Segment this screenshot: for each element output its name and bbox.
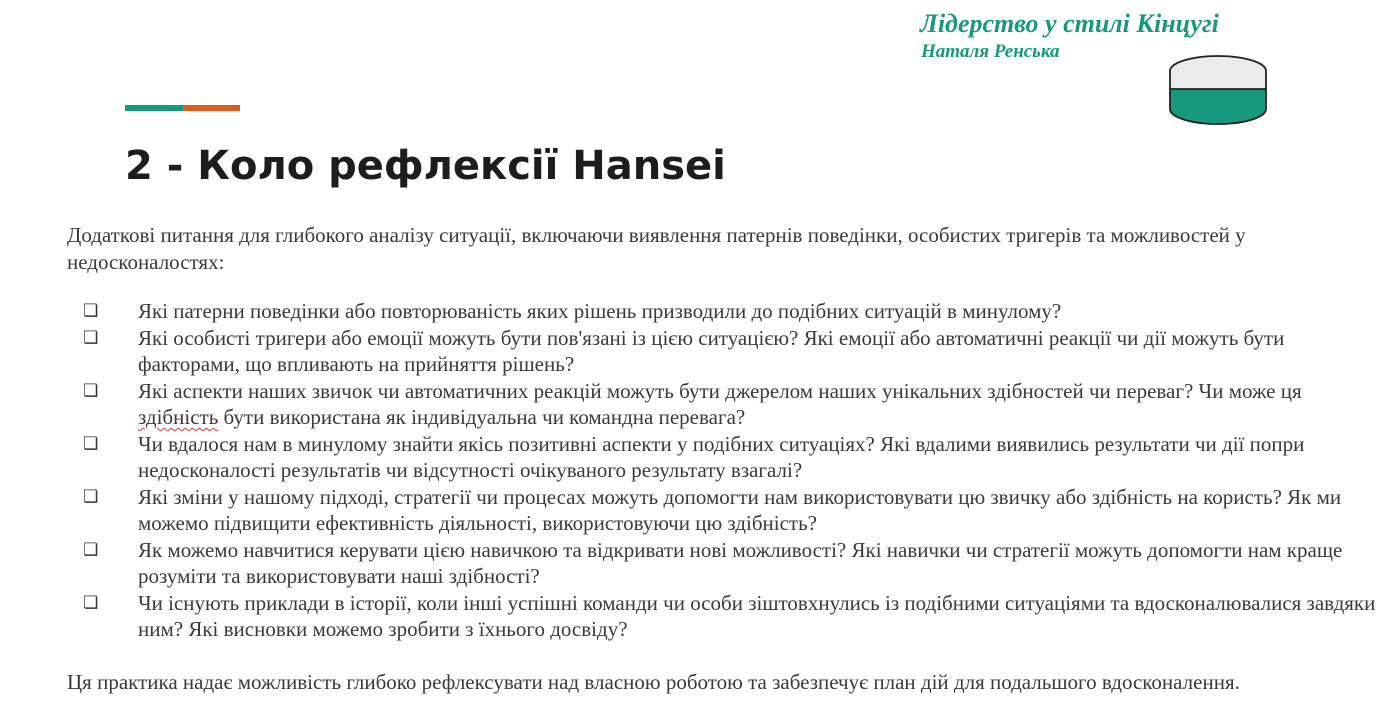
list-item [83, 431, 1383, 484]
intro-paragraph: Додаткові питання для глибокого аналізу ситуації, включаючи виявлення патернів поведінки, особистих тригерів та можливостей у недосконалостях: [67, 223, 1246, 274]
question-list [83, 298, 1383, 643]
checkbox-bullet-icon: ❏ [83, 301, 99, 321]
list-item [83, 298, 1383, 325]
question-text: Які зміни у нашому підході, стратегії чи процесах можуть допомогти нам використовувати цю звичку або здібність на користь? Як ми можемо підвищити ефективність діяльності, використовуючи цю здібність? [138, 484, 1342, 535]
question-text [138, 379, 1302, 430]
question-text: Які патерни поведінки або повторюваність яких рішень призводили до подібних ситуацій в минулому? [138, 299, 1062, 323]
list-item [83, 484, 1383, 537]
checkbox-bullet-icon: ❏ [83, 486, 99, 507]
list-item [83, 590, 1383, 643]
conclusion-paragraph: Ця практика надає можливість глибоко рефлексувати над власною роботою та забезпечує план дій для подальшого вдосконалення. [67, 670, 1240, 694]
question-text: Як можемо навчитися керувати цією навичкою та відкривати нові можливості? Які навички чи стратегії можуть допомогти нам краще розуміти та використовувати наші здібності? [138, 537, 1343, 588]
spellcheck-flagged-word: здібність [138, 405, 219, 429]
question-text: Які особисті тригери або емоції можуть бути пов'язані із цією ситуацією? Які емоції або автоматичні реакції чи дії можуть бути факторами, що впливають на прийняття рішень? [138, 325, 1285, 376]
checkbox-bullet-icon: ❏ [83, 380, 99, 401]
page-title: 2 - Коло рефлексії Hansei [125, 143, 726, 189]
checkbox-bullet-icon: ❏ [83, 592, 99, 613]
accent-bar-teal [125, 105, 183, 111]
brand-title: Лідерство у стилі Кінцугі [920, 9, 1219, 38]
list-item [83, 325, 1383, 378]
accent-bar-orange [183, 105, 240, 111]
question-text-part: бути використана як індивідуальна чи командна перевага? [218, 405, 746, 429]
list-item [83, 537, 1383, 590]
list-item [83, 378, 1383, 431]
checkbox-bullet-icon: ❏ [83, 539, 99, 560]
brand-author: Наталя Ренська [921, 41, 1060, 62]
question-text-part: Які аспекти наших звичок чи автоматичних реакцій можуть бути джерелом наших унікальних здібностей чи переваг? Чи може ця [138, 378, 1302, 403]
checkbox-bullet-icon: ❏ [83, 433, 99, 454]
question-text: Чи існують приклади в історії, коли інші успішні команди чи особи зіштовхнулись із подібними ситуаціями та вдосконалювалися завдяки ним? Які висновки можемо зробити з їхнього досвіду? [138, 590, 1376, 641]
title-accent-bar [125, 105, 240, 111]
checkbox-bullet-icon: ❏ [83, 327, 99, 348]
kintsugi-bowl-icon [1168, 54, 1268, 128]
question-text: Чи вдалося нам в минулому знайти якісь позитивні аспекти у подібних ситуаціях? Які вдалими виявились результати чи дії попри недосконалості результатів чи відсутності очікуваного результату взагалі? [138, 431, 1305, 482]
